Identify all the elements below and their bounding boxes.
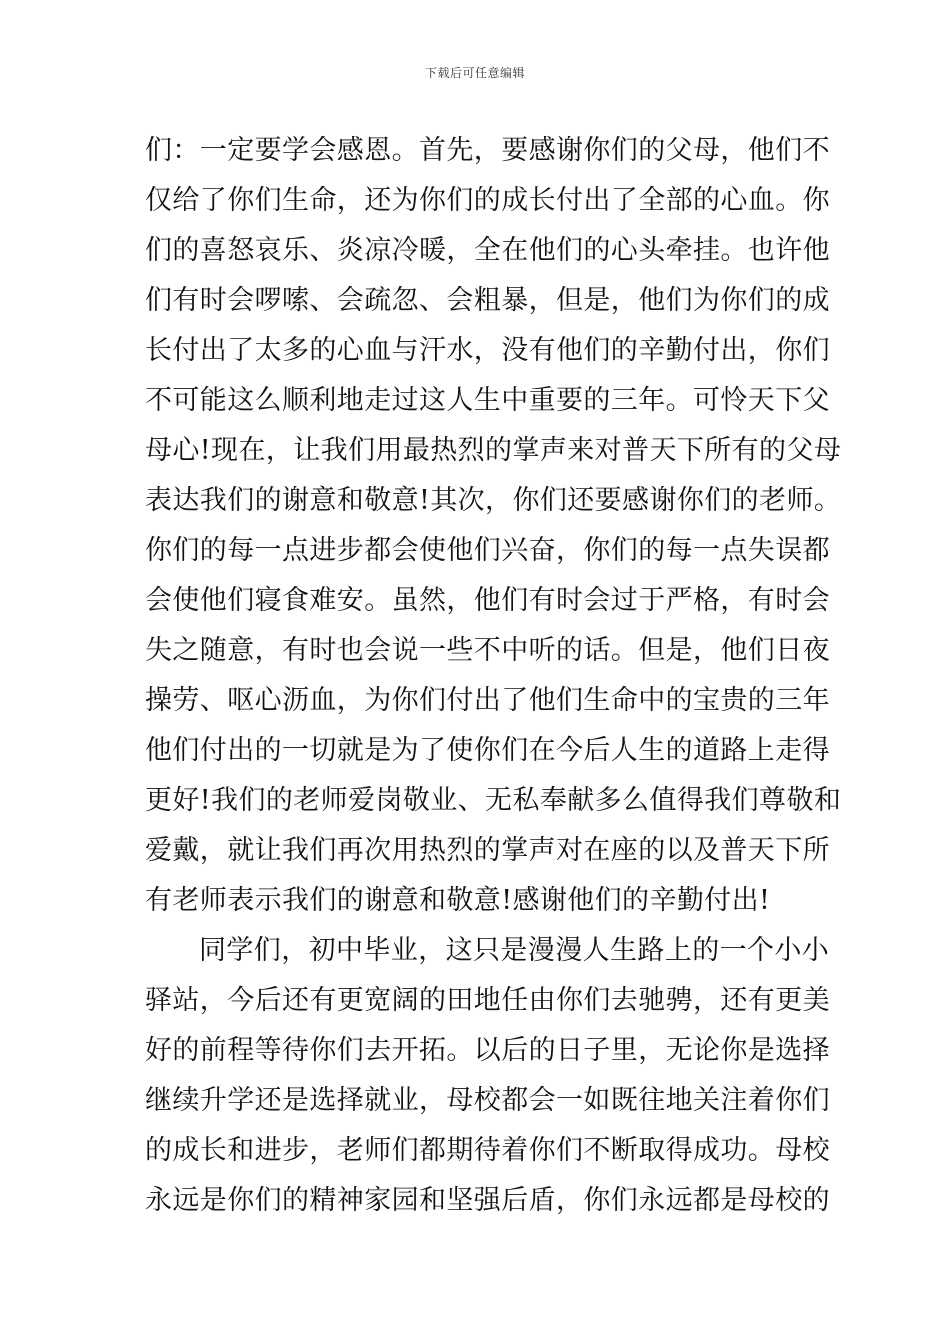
text-line: 不可能这么顺利地走过这人生中重要的三年。可怜天下父	[145, 385, 830, 416]
text-line: 继续升学还是选择就业，母校都会一如既往地关注着你们	[145, 1085, 830, 1116]
text-line: 们：一定要学会感恩。首先，要感谢你们的父母，他们不	[145, 135, 830, 166]
text-line: 会使他们寝食难安。虽然，他们有时会过于严格，有时会	[145, 585, 830, 616]
text-line: 他们付出的一切就是为了使你们在今后人生的道路上走得	[145, 735, 830, 766]
page-header: 下载后可任意编辑	[424, 66, 525, 80]
text-line: 爱戴，就让我们再次用热烈的掌声对在座的以及普天下所	[145, 835, 830, 866]
text-line: 有老师表示我们的谢意和敬意!感谢他们的辛勤付出!	[145, 885, 771, 916]
paragraph-start-line: 同学们，初中毕业，这只是漫漫人生路上的一个小小	[199, 935, 830, 966]
text-line: 长付出了太多的心血与汗水，没有他们的辛勤付出，你们	[145, 335, 830, 366]
text-line: 你们的每一点进步都会使他们兴奋，你们的每一点失误都	[145, 535, 830, 566]
text-line: 好的前程等待你们去开拓。以后的日子里，无论你是选择	[145, 1035, 830, 1066]
text-line: 永远是你们的精神家园和坚强后盾，你们永远都是母校的	[145, 1185, 830, 1216]
document-body	[145, 126, 842, 1226]
text-line: 表达我们的谢意和敬意!其次，你们还要感谢你们的老师。	[145, 485, 842, 516]
text-line: 驿站，今后还有更宽阔的田地任由你们去驰骋，还有更美	[145, 985, 830, 1016]
text-line: 失之随意，有时也会说一些不中听的话。但是，他们日夜	[145, 635, 830, 666]
text-line: 操劳、呕心沥血，为你们付出了他们生命中的宝贵的三年	[145, 685, 830, 716]
text-line: 们的喜怒哀乐、炎凉冷暖，全在他们的心头牵挂。也许他	[145, 235, 830, 266]
text-line: 母心!现在，让我们用最热烈的掌声来对普天下所有的父母	[145, 435, 842, 466]
text-line: 们有时会啰嗦、会疏忽、会粗暴，但是，他们为你们的成	[145, 285, 830, 316]
text-line: 仅给了你们生命，还为你们的成长付出了全部的心血。你	[145, 185, 830, 216]
text-line: 的成长和进步，老师们都期待着你们不断取得成功。母校	[145, 1135, 830, 1166]
text-line: 更好!我们的老师爱岗敬业、无私奉献多么值得我们尊敬和	[145, 785, 842, 816]
